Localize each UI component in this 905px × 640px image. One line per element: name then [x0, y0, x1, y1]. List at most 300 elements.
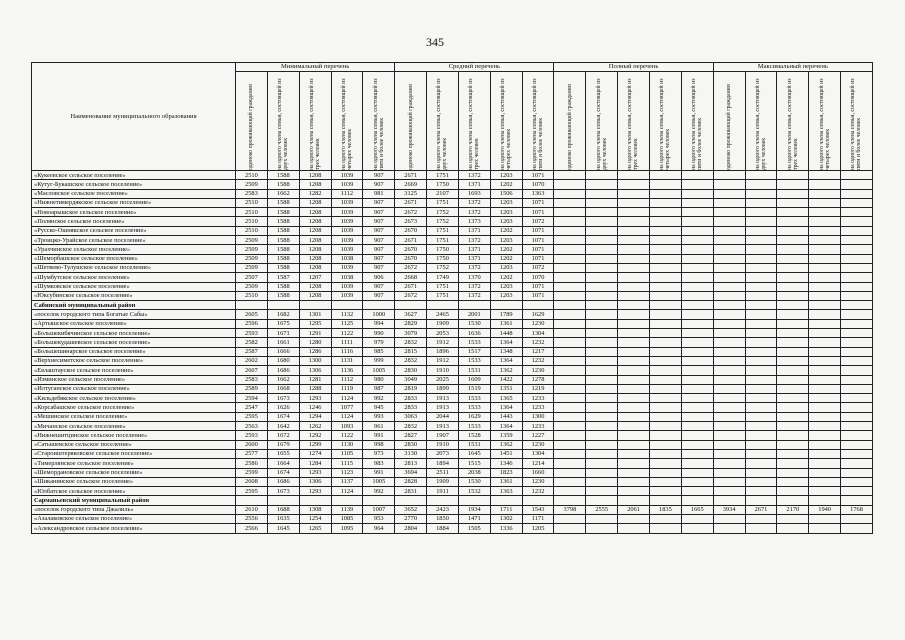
- value-cell: [745, 254, 777, 263]
- value-cell: [745, 171, 777, 180]
- table-row: [32, 347, 873, 356]
- value-cell: [586, 384, 618, 393]
- value-cell: [681, 319, 713, 328]
- value-cell: [554, 226, 586, 235]
- value-cell: [650, 524, 682, 533]
- subheader-cell: [681, 72, 713, 171]
- value-cell: [841, 356, 873, 365]
- value-cell: 1336: [490, 524, 522, 533]
- value-cell: 1751: [427, 282, 459, 291]
- value-cell: 2556: [236, 514, 268, 523]
- value-cell: [650, 171, 682, 180]
- table-row: [32, 440, 873, 449]
- subheader-cell: [427, 72, 459, 171]
- value-cell: 1291: [299, 329, 331, 338]
- value-cell: [618, 468, 650, 477]
- value-cell: [554, 449, 586, 458]
- value-cell: 2830: [395, 440, 427, 449]
- value-cell: 2832: [395, 338, 427, 347]
- value-cell: [586, 440, 618, 449]
- district-name-cell: Сарманьевский муниципальный район: [32, 496, 236, 505]
- value-cell: 1666: [267, 347, 299, 356]
- value-cell: [650, 422, 682, 431]
- value-cell: [554, 180, 586, 189]
- value-cell: 979: [363, 338, 395, 347]
- municipality-name-cell: «Шемордановское сельское поселение»: [32, 468, 236, 477]
- value-cell: [841, 245, 873, 254]
- value-cell: [650, 496, 682, 505]
- table-row: [32, 422, 873, 431]
- value-cell: 1372: [458, 171, 490, 180]
- value-cell: [777, 217, 809, 226]
- value-cell: 1202: [490, 245, 522, 254]
- value-cell: 1372: [458, 282, 490, 291]
- value-cell: 3079: [395, 329, 427, 338]
- value-cell: 1364: [490, 338, 522, 347]
- value-cell: [681, 477, 713, 486]
- value-cell: 1039: [331, 263, 363, 272]
- value-cell: [650, 412, 682, 421]
- value-cell: 2833: [395, 403, 427, 412]
- value-cell: [809, 319, 841, 328]
- value-cell: [650, 347, 682, 356]
- value-cell: 1095: [331, 524, 363, 533]
- value-cell: 1751: [427, 198, 459, 207]
- value-cell: 1661: [267, 338, 299, 347]
- subheader-cell: [458, 72, 490, 171]
- value-cell: [777, 431, 809, 440]
- value-cell: 1588: [267, 180, 299, 189]
- value-cell: 2583: [236, 189, 268, 198]
- value-cell: [586, 524, 618, 533]
- value-cell: [713, 263, 745, 272]
- value-cell: [841, 449, 873, 458]
- value-cell: 2610: [236, 505, 268, 514]
- value-cell: 2602: [236, 356, 268, 365]
- value-cell: [745, 356, 777, 365]
- value-cell: [713, 301, 745, 310]
- value-cell: [777, 282, 809, 291]
- value-cell: 2595: [236, 487, 268, 496]
- value-cell: [745, 263, 777, 272]
- value-cell: [554, 347, 586, 356]
- value-cell: [490, 301, 522, 310]
- value-cell: 1371: [458, 226, 490, 235]
- value-cell: [554, 477, 586, 486]
- value-cell: 1280: [299, 338, 331, 347]
- value-cell: 1588: [267, 291, 299, 300]
- value-cell: 2107: [427, 189, 459, 198]
- value-cell: [713, 431, 745, 440]
- table-row: [32, 171, 873, 180]
- value-cell: [745, 366, 777, 375]
- value-cell: [650, 468, 682, 477]
- value-cell: 1208: [299, 291, 331, 300]
- value-cell: [777, 347, 809, 356]
- value-cell: 2828: [395, 477, 427, 486]
- value-cell: [681, 403, 713, 412]
- value-cell: 1749: [427, 273, 459, 282]
- value-cell: [554, 236, 586, 245]
- value-cell: [745, 468, 777, 477]
- value-cell: 2509: [236, 236, 268, 245]
- value-cell: 991: [363, 431, 395, 440]
- value-cell: [713, 236, 745, 245]
- value-cell: [745, 514, 777, 523]
- value-cell: 3694: [395, 468, 427, 477]
- value-cell: 3049: [395, 375, 427, 384]
- value-cell: [777, 236, 809, 245]
- value-cell: [650, 375, 682, 384]
- value-cell: [809, 394, 841, 403]
- value-cell: [650, 189, 682, 198]
- value-cell: [586, 356, 618, 365]
- value-cell: 1674: [267, 468, 299, 477]
- value-cell: 1686: [267, 477, 299, 486]
- value-cell: [841, 524, 873, 533]
- value-cell: 1039: [331, 208, 363, 217]
- subheader-label: на одного члена семьи, состоящей из двух человек: [277, 78, 290, 170]
- value-cell: 1662: [267, 375, 299, 384]
- value-cell: 2510: [236, 208, 268, 217]
- value-cell: [745, 422, 777, 431]
- table-row: [32, 180, 873, 189]
- value-cell: 1675: [267, 319, 299, 328]
- value-cell: [809, 236, 841, 245]
- value-cell: 1038: [331, 273, 363, 282]
- value-cell: [681, 514, 713, 523]
- value-cell: [618, 375, 650, 384]
- value-cell: [777, 384, 809, 393]
- municipality-name-cell: «Артышское сельское поселение»: [32, 319, 236, 328]
- value-cell: [586, 449, 618, 458]
- value-cell: 945: [363, 403, 395, 412]
- value-cell: [554, 422, 586, 431]
- value-cell: 1679: [267, 440, 299, 449]
- value-cell: [745, 282, 777, 291]
- value-cell: [809, 180, 841, 189]
- value-cell: 907: [363, 198, 395, 207]
- value-cell: [650, 356, 682, 365]
- value-cell: 992: [363, 394, 395, 403]
- value-cell: 2595: [236, 412, 268, 421]
- value-cell: [809, 291, 841, 300]
- value-cell: [586, 236, 618, 245]
- value-cell: 1519: [458, 384, 490, 393]
- table-row: [32, 217, 873, 226]
- value-cell: [809, 422, 841, 431]
- value-cell: 1673: [267, 487, 299, 496]
- value-cell: [554, 263, 586, 272]
- table-row: [32, 319, 873, 328]
- value-cell: [809, 440, 841, 449]
- value-cell: 1208: [299, 208, 331, 217]
- value-cell: 1203: [490, 282, 522, 291]
- value-cell: 1370: [458, 273, 490, 282]
- value-cell: [650, 329, 682, 338]
- value-cell: 1835: [650, 505, 682, 514]
- value-cell: [777, 477, 809, 486]
- value-cell: 907: [363, 217, 395, 226]
- value-cell: 1071: [522, 254, 554, 263]
- value-cell: [777, 273, 809, 282]
- value-cell: 2670: [395, 245, 427, 254]
- subheader-cell: [299, 72, 331, 171]
- value-cell: [395, 496, 427, 505]
- value-cell: [777, 524, 809, 533]
- value-cell: [841, 189, 873, 198]
- value-cell: 2671: [395, 198, 427, 207]
- subheader-label: на одного члена семьи, состоящей из четырех человек: [340, 78, 353, 170]
- value-cell: [586, 263, 618, 272]
- value-cell: 1363: [490, 487, 522, 496]
- value-cell: 1823: [490, 468, 522, 477]
- value-cell: [554, 468, 586, 477]
- value-cell: [777, 329, 809, 338]
- value-cell: [809, 208, 841, 217]
- value-cell: [841, 403, 873, 412]
- municipality-name-cell: «Урахчинское сельское поселение»: [32, 245, 236, 254]
- value-cell: 1085: [331, 514, 363, 523]
- value-cell: 907: [363, 236, 395, 245]
- value-cell: [554, 171, 586, 180]
- value-cell: 3130: [395, 449, 427, 458]
- value-cell: [745, 319, 777, 328]
- value-cell: [745, 431, 777, 440]
- value-cell: [618, 431, 650, 440]
- subheader-cell: [713, 72, 745, 171]
- value-cell: [745, 310, 777, 319]
- value-cell: 2830: [395, 366, 427, 375]
- value-cell: 1626: [267, 403, 299, 412]
- table-row: [32, 189, 873, 198]
- municipality-name-cell: «Изминское сельское поселение»: [32, 375, 236, 384]
- value-cell: [777, 496, 809, 505]
- subheader-label: одиноко проживающий гражданин: [407, 84, 414, 170]
- value-cell: [554, 366, 586, 375]
- municipality-name-cell: «Нижнешитцинское сельское поселение»: [32, 431, 236, 440]
- value-cell: [586, 468, 618, 477]
- value-cell: [650, 431, 682, 440]
- value-cell: [809, 524, 841, 533]
- value-cell: [745, 338, 777, 347]
- value-cell: 2044: [427, 412, 459, 421]
- value-cell: [650, 254, 682, 263]
- value-cell: 1171: [522, 514, 554, 523]
- value-cell: 1217: [522, 347, 554, 356]
- value-cell: 1071: [522, 198, 554, 207]
- value-cell: 1588: [267, 171, 299, 180]
- value-cell: 1642: [267, 422, 299, 431]
- value-cell: 1070: [522, 273, 554, 282]
- table-row: [32, 236, 873, 245]
- table-row: [32, 514, 873, 523]
- value-cell: [586, 189, 618, 198]
- value-cell: [650, 282, 682, 291]
- value-cell: 1254: [299, 514, 331, 523]
- value-cell: [554, 217, 586, 226]
- value-cell: [841, 394, 873, 403]
- value-cell: 1300: [299, 356, 331, 365]
- value-cell: [586, 431, 618, 440]
- value-cell: [777, 263, 809, 272]
- value-cell: [618, 254, 650, 263]
- value-cell: 998: [363, 440, 395, 449]
- value-cell: 2819: [395, 384, 427, 393]
- value-cell: 2671: [745, 505, 777, 514]
- value-cell: [809, 347, 841, 356]
- value-cell: 1752: [427, 208, 459, 217]
- municipality-name-cell: «Юлбатское сельское поселение»: [32, 487, 236, 496]
- value-cell: 2589: [236, 384, 268, 393]
- value-cell: [618, 217, 650, 226]
- value-cell: [841, 180, 873, 189]
- value-cell: [809, 338, 841, 347]
- table-row: [32, 338, 873, 347]
- value-cell: 1119: [331, 384, 363, 393]
- value-cell: [427, 496, 459, 505]
- value-cell: [618, 524, 650, 533]
- value-cell: [554, 431, 586, 440]
- table-row: [32, 226, 873, 235]
- value-cell: [809, 477, 841, 486]
- value-cell: 1934: [458, 505, 490, 514]
- value-cell: [713, 514, 745, 523]
- value-cell: [809, 468, 841, 477]
- value-cell: [745, 384, 777, 393]
- value-cell: [681, 422, 713, 431]
- value-cell: 1232: [522, 356, 554, 365]
- value-cell: 1203: [490, 263, 522, 272]
- value-cell: 2509: [236, 263, 268, 272]
- value-cell: 1306: [299, 366, 331, 375]
- subheader-label: на одного члена семьи, состоящей из пяти и более человек: [531, 78, 545, 170]
- value-cell: [681, 356, 713, 365]
- value-cell: [713, 468, 745, 477]
- value-cell: 1093: [331, 422, 363, 431]
- value-cell: 1284: [299, 459, 331, 468]
- municipality-name-cell: «Масловское сельское поселение»: [32, 189, 236, 198]
- value-cell: [650, 208, 682, 217]
- value-cell: 1293: [299, 468, 331, 477]
- value-cell: [681, 412, 713, 421]
- value-cell: 907: [363, 226, 395, 235]
- value-cell: [618, 301, 650, 310]
- value-cell: [841, 487, 873, 496]
- value-cell: 1693: [458, 189, 490, 198]
- value-cell: 1896: [427, 347, 459, 356]
- value-cell: [681, 487, 713, 496]
- value-cell: 3798: [554, 505, 586, 514]
- value-cell: [713, 189, 745, 198]
- value-cell: [586, 487, 618, 496]
- value-cell: 1230: [522, 366, 554, 375]
- value-cell: [713, 180, 745, 189]
- value-cell: 1768: [841, 505, 873, 514]
- value-cell: 991: [363, 468, 395, 477]
- value-cell: 3652: [395, 505, 427, 514]
- value-cell: 983: [363, 459, 395, 468]
- value-cell: [713, 226, 745, 235]
- value-cell: [618, 282, 650, 291]
- value-cell: 1000: [363, 310, 395, 319]
- value-cell: [650, 273, 682, 282]
- value-cell: [777, 422, 809, 431]
- value-cell: [713, 422, 745, 431]
- value-cell: [681, 301, 713, 310]
- municipality-name-cell: «Шеморбашское сельское поселение»: [32, 254, 236, 263]
- municipality-name-cell: «Илтуганское сельское поселение»: [32, 384, 236, 393]
- value-cell: [236, 496, 268, 505]
- value-cell: [841, 459, 873, 468]
- subheader-label: на одного члена семьи, состоящей из двух человек: [595, 78, 608, 170]
- value-cell: 1362: [490, 366, 522, 375]
- value-cell: [777, 301, 809, 310]
- value-cell: 993: [363, 412, 395, 421]
- table-row: [32, 477, 873, 486]
- value-cell: 2832: [395, 422, 427, 431]
- value-cell: [650, 226, 682, 235]
- table-row: [32, 291, 873, 300]
- value-cell: [618, 189, 650, 198]
- value-cell: 2001: [458, 310, 490, 319]
- value-cell: 1894: [427, 459, 459, 468]
- value-cell: 1588: [267, 245, 299, 254]
- value-cell: [745, 198, 777, 207]
- value-cell: [554, 310, 586, 319]
- value-cell: [681, 254, 713, 263]
- value-cell: 1588: [267, 208, 299, 217]
- value-cell: 1039: [331, 180, 363, 189]
- value-cell: [841, 375, 873, 384]
- table-row: [32, 449, 873, 458]
- subheader-label: на одного члена семьи, состоящей из пяти и более человек: [372, 78, 385, 170]
- value-cell: [809, 263, 841, 272]
- value-cell: [554, 394, 586, 403]
- value-cell: 2593: [236, 329, 268, 338]
- subheader-cell: [363, 72, 395, 171]
- value-cell: 2509: [236, 180, 268, 189]
- value-cell: 964: [363, 524, 395, 533]
- municipality-name-cell: «Новоарышское сельское поселение»: [32, 208, 236, 217]
- value-cell: 1202: [490, 180, 522, 189]
- value-cell: 2831: [395, 487, 427, 496]
- value-cell: [777, 254, 809, 263]
- value-cell: [841, 273, 873, 282]
- subheader-label: на одного члена семьи, состоящей из трех человек: [468, 78, 481, 170]
- value-cell: [363, 496, 395, 505]
- value-cell: [650, 245, 682, 254]
- value-cell: 1111: [331, 338, 363, 347]
- value-cell: [586, 310, 618, 319]
- group-header-maximal: Максимальный перечень: [713, 63, 872, 72]
- value-cell: [554, 487, 586, 496]
- value-cell: 2670: [395, 254, 427, 263]
- value-cell: 1071: [522, 245, 554, 254]
- value-cell: [745, 301, 777, 310]
- value-cell: 2583: [236, 375, 268, 384]
- value-cell: [681, 468, 713, 477]
- value-cell: [777, 459, 809, 468]
- value-cell: 1039: [331, 282, 363, 291]
- value-cell: [458, 496, 490, 505]
- value-cell: 1038: [331, 254, 363, 263]
- value-cell: [777, 356, 809, 365]
- value-cell: [650, 310, 682, 319]
- value-cell: [809, 282, 841, 291]
- value-cell: [586, 171, 618, 180]
- value-cell: [554, 254, 586, 263]
